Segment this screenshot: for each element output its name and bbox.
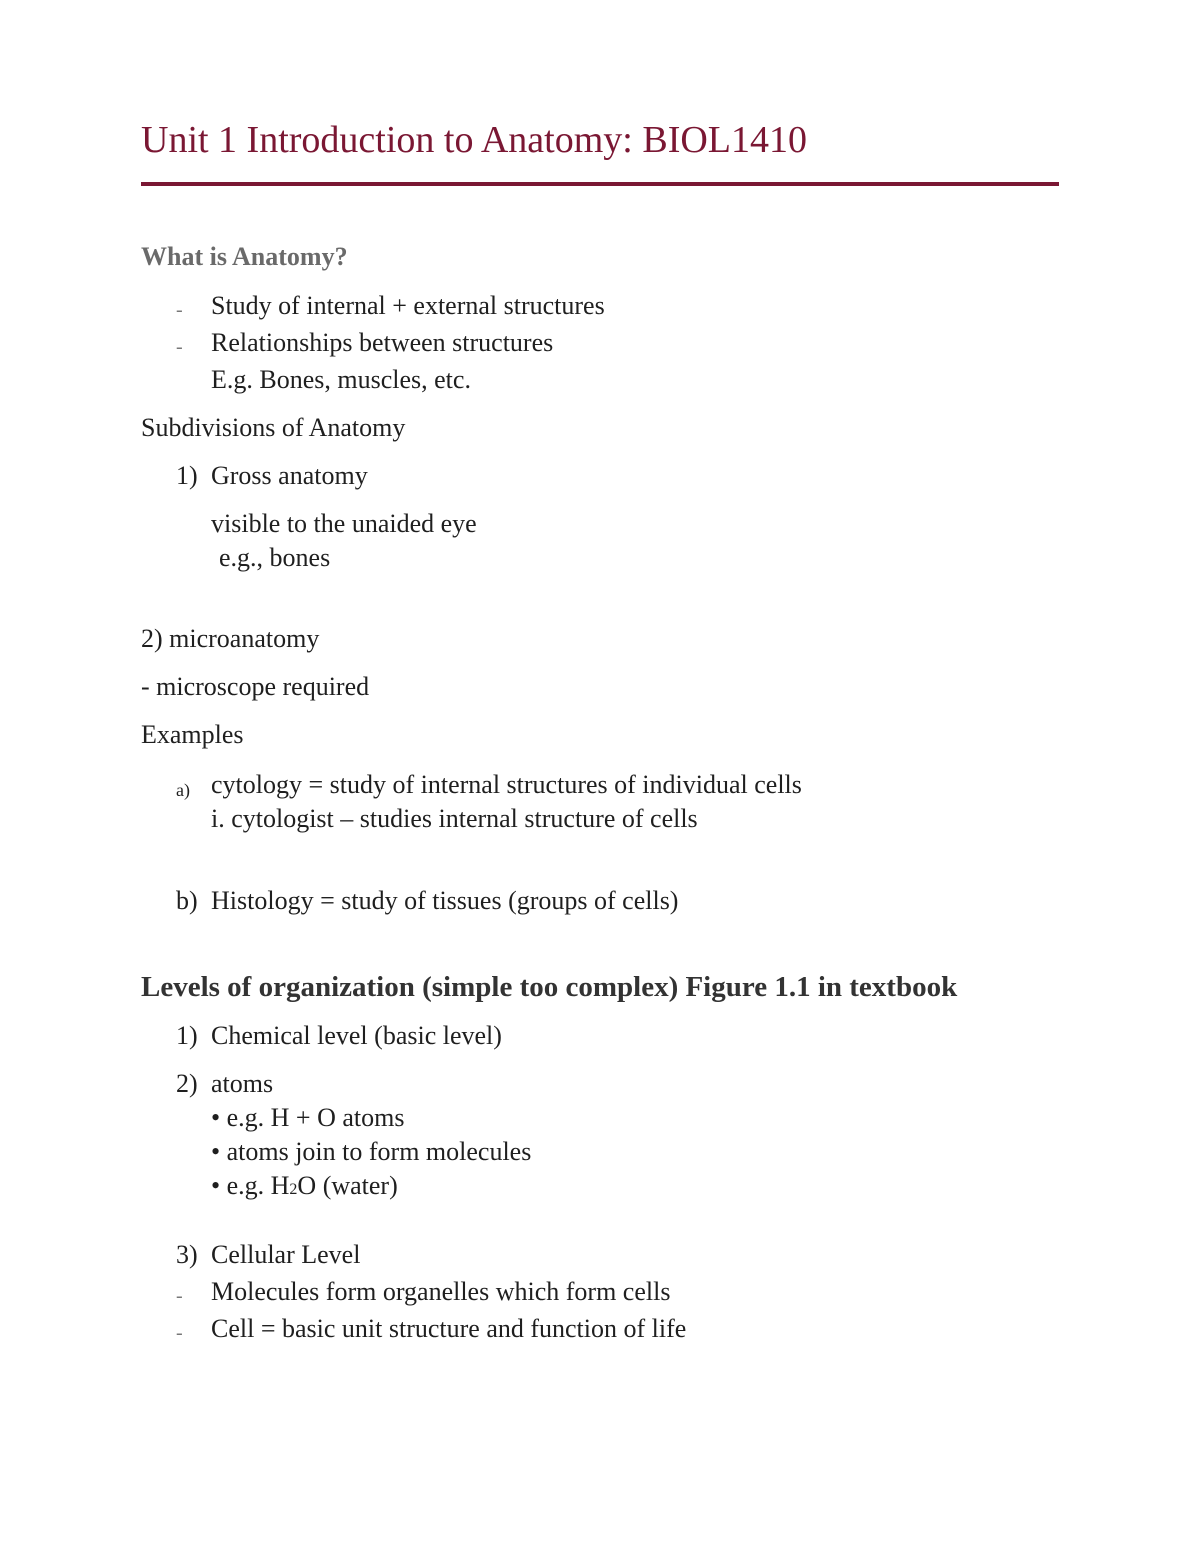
list-item: Relationships between structures (211, 328, 554, 357)
bullet-item-water (211, 1171, 398, 1205)
microanatomy-heading: 2) microanatomy (141, 624, 320, 653)
list-item-chemical-level: Chemical level (basic level) (211, 1021, 502, 1050)
bullet-item: • e.g. H + O atoms (211, 1103, 405, 1132)
water-text-post: O (water) (297, 1171, 398, 1200)
gross-anatomy-description: visible to the unaided eye (211, 509, 477, 538)
list-number: 2) (176, 1069, 198, 1098)
list-item-atoms: atoms (211, 1069, 274, 1098)
list-number: 1) (176, 461, 198, 490)
title-divider (141, 182, 1059, 186)
list-letter: b) (176, 886, 198, 915)
water-text-pre: • e.g. H (211, 1171, 290, 1200)
list-subitem-cytologist: i. cytologist – studies internal structure of cells (211, 804, 698, 833)
microanatomy-description: - microscope required (141, 672, 370, 701)
list-item: Molecules form organelles which form cells (211, 1277, 671, 1306)
list-item-cellular-level: Cellular Level (211, 1240, 361, 1269)
page-title: Unit 1 Introduction to Anatomy: BIOL1410 (141, 119, 808, 161)
section-heading-subdivisions: Subdivisions of Anatomy (141, 413, 406, 442)
list-item-gross-anatomy: Gross anatomy (211, 461, 368, 490)
dash-bullet: - (176, 336, 183, 358)
section-heading-what-is-anatomy: What is Anatomy? (141, 242, 348, 271)
dash-bullet: - (176, 1322, 183, 1344)
list-item: Study of internal + external structures (211, 291, 605, 320)
list-number: 3) (176, 1240, 198, 1269)
list-number: 1) (176, 1021, 198, 1050)
bullet-item: • atoms join to form molecules (211, 1137, 532, 1166)
list-letter: a) (176, 780, 190, 800)
list-item: Cell = basic unit structure and function of life (211, 1314, 687, 1343)
list-item-histology: Histology = study of tissues (groups of cells) (211, 886, 679, 915)
water-subscript: 2 (289, 1181, 298, 1198)
section-heading-levels: Levels of organization (simple too complex) Figure 1.1 in textbook (141, 971, 958, 1003)
gross-anatomy-example: e.g., bones (219, 543, 331, 572)
examples-heading: Examples (141, 720, 244, 749)
dash-bullet: - (176, 1285, 183, 1307)
dash-bullet: - (176, 299, 183, 321)
example-text: E.g. Bones, muscles, etc. (211, 365, 471, 394)
list-item-cytology: cytology = study of internal structures of individual cells (211, 770, 802, 799)
